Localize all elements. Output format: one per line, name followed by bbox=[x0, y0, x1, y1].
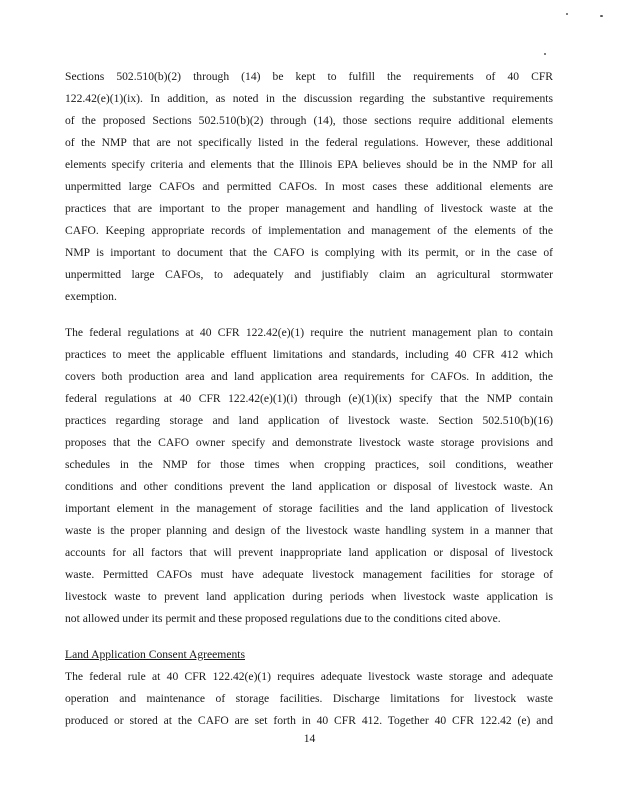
text-line: practices to meet the applicable effluent limitations and standards, including 40 CFR 412 which bbox=[65, 348, 553, 361]
text-line: schedules in the NMP for those times when cropping practices, soil conditions, weather bbox=[65, 458, 553, 471]
text-line: The federal regulations at 40 CFR 122.42(e)(1) require the nutrient management plan to contain bbox=[65, 326, 553, 339]
text-line: proposes that the CAFO owner specify and demonstrate livestock waste storage provisions and bbox=[65, 436, 553, 449]
paragraph-nmp-elements bbox=[65, 66, 553, 308]
paragraph-storage-requirements bbox=[65, 322, 553, 630]
text-line: of the NMP that are not specifically listed in the federal regulations. However, these additional bbox=[65, 136, 553, 149]
text-line: The federal rule at 40 CFR 122.42(e)(1) requires adequate livestock waste storage and adequate bbox=[65, 670, 553, 683]
text-line: practices that are important to the proper management and handling of livestock waste at the bbox=[65, 202, 553, 215]
paragraph-gap bbox=[65, 630, 553, 644]
text-line: practices regarding storage and land application of livestock waste. Section 502.510(b)(16) bbox=[65, 414, 553, 427]
text-line: NMP is important to document that the CAFO is complying with its permit, or in the case of bbox=[65, 246, 553, 259]
text-line: waste is the proper planning and design of the livestock waste handling system in a manner that bbox=[65, 524, 553, 537]
text-line: exemption. bbox=[65, 290, 117, 303]
text-line: livestock waste to prevent land application during periods when livestock waste application is bbox=[65, 590, 553, 603]
page-number: 14 bbox=[303, 732, 316, 745]
text-line: unpermitted large CAFOs, to adequately and justifiably claim an agricultural stormwater bbox=[65, 268, 553, 281]
text-line: conditions and other conditions prevent the land application or disposal of livestock waste. An bbox=[65, 480, 553, 493]
text-line: not allowed under its permit and these proposed regulations due to the conditions cited above. bbox=[65, 612, 501, 625]
text-line: covers both production area and land application area requirements for CAFOs. In addition, the bbox=[65, 370, 553, 383]
text-line: federal regulations at 40 CFR 122.42(e)(1)(i) through (e)(1)(ix) specify that the NMP contain bbox=[65, 392, 553, 405]
text-line: waste. Permitted CAFOs must have adequate livestock management facilities for storage of bbox=[65, 568, 553, 581]
text-line: operation and maintenance of storage facilities. Discharge limitations for livestock waste bbox=[65, 692, 553, 705]
scan-speck bbox=[600, 15, 603, 17]
text-line: of the proposed Sections 502.510(b)(2) through (14), those sections require additional elements bbox=[65, 114, 553, 127]
text-line: 122.42(e)(1)(ix). In addition, as noted in the discussion regarding the substantive requirements bbox=[65, 92, 553, 105]
scan-speck bbox=[544, 53, 546, 55]
paragraph-consent-agreements bbox=[65, 666, 553, 732]
text-line: elements specify criteria and elements that the Illinois EPA believes should be in the NMP for all bbox=[65, 158, 553, 171]
document-body bbox=[65, 66, 553, 732]
paragraph-gap bbox=[65, 308, 553, 322]
text-line: accounts for all factors that will prevent inappropriate land application or disposal of livestock bbox=[65, 546, 553, 559]
scan-speck bbox=[566, 13, 568, 15]
text-line: important element in the management of storage facilities and the land application of livestock bbox=[65, 502, 553, 515]
text-line: produced or stored at the CAFO are set forth in 40 CFR 412. Together 40 CFR 122.42 (e) and bbox=[65, 714, 553, 727]
text-line: unpermitted large CAFOs and permitted CAFOs. In most cases these additional elements are bbox=[65, 180, 553, 193]
text-line: CAFO. Keeping appropriate records of implementation and management of the elements of the bbox=[65, 224, 553, 237]
section-heading: Land Application Consent Agreements bbox=[65, 648, 245, 661]
text-line: Sections 502.510(b)(2) through (14) be kept to fulfill the requirements of 40 CFR bbox=[65, 70, 553, 83]
